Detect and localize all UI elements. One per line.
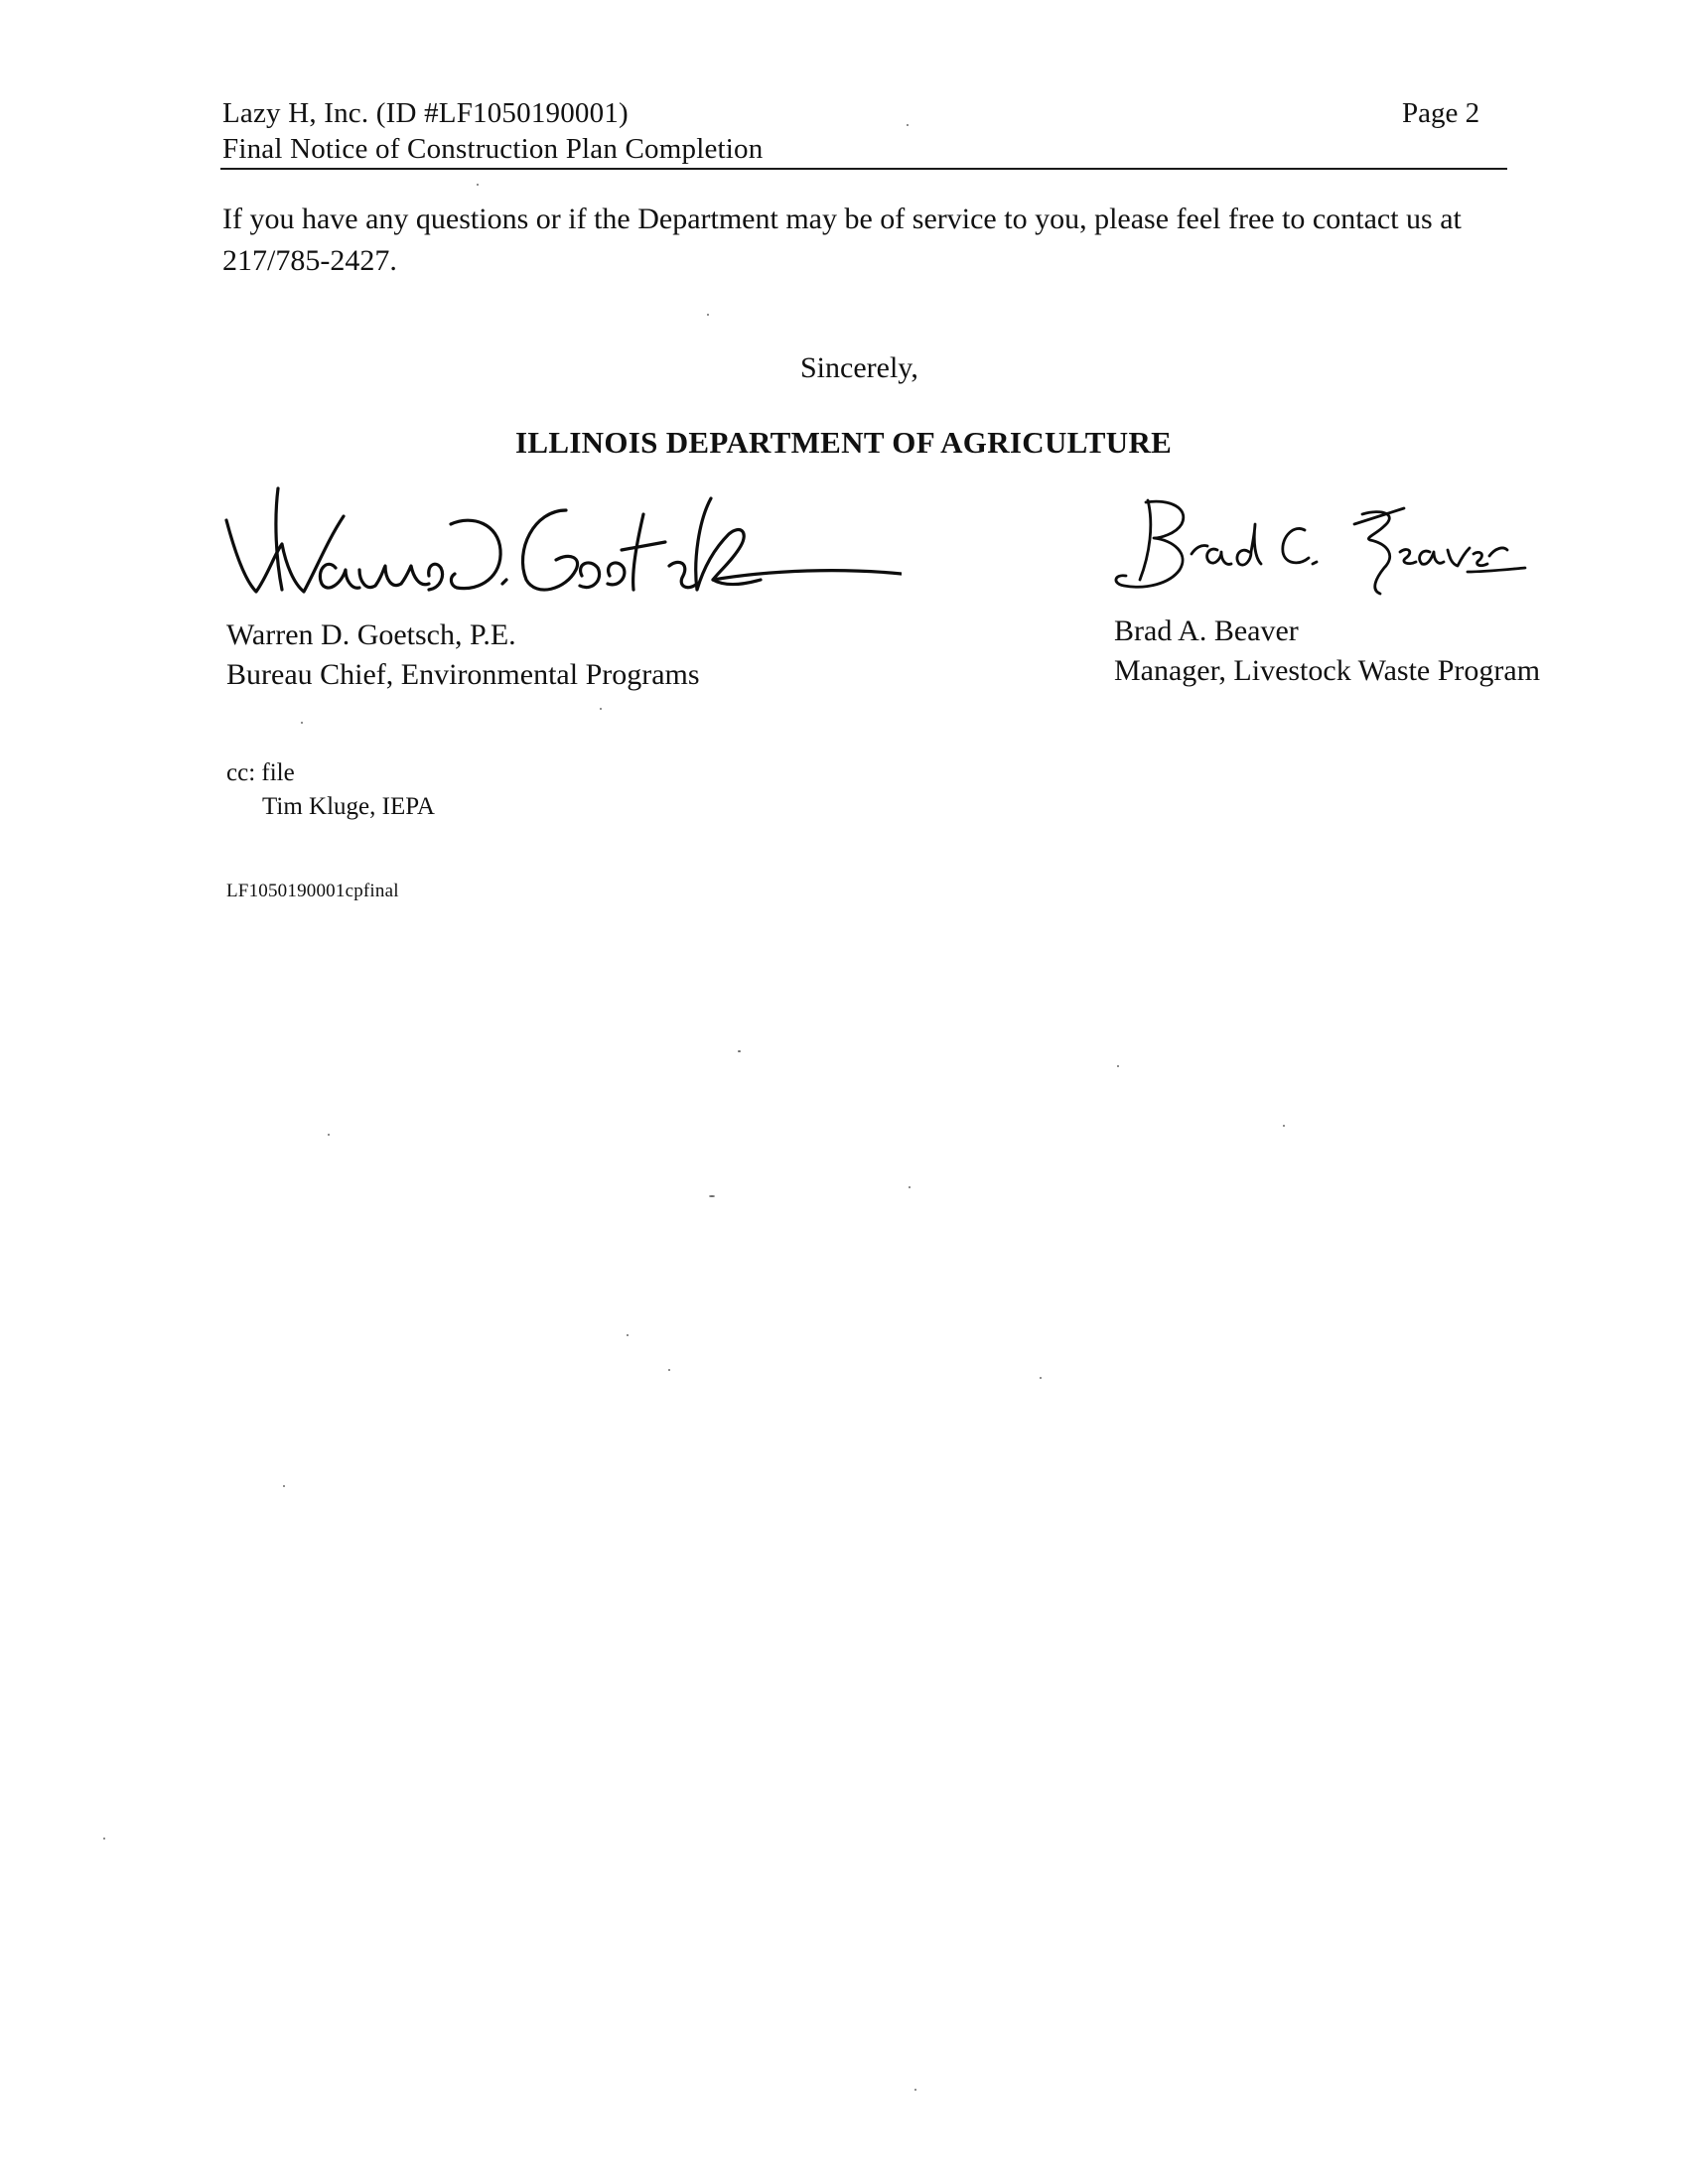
scan-speck [477,184,479,186]
signer-name: Brad A. Beaver [1114,614,1299,647]
signer-block-left [226,615,700,695]
body-paragraph: If you have any questions or if the Department may be of service to you, please feel free to contact us at 217/785-2427. [222,203,1462,277]
scan-speck [1040,1377,1042,1379]
header-subject-line: Final Notice of Construction Plan Completion [222,133,764,165]
organization-name: ILLINOIS DEPARTMENT OF AGRICULTURE [515,425,1173,460]
header-divider [220,168,1507,170]
signature-beaver [1110,494,1527,604]
scan-speck [600,708,602,710]
signer-block-right [1114,612,1540,691]
signer-name: Warren D. Goetsch, P.E. [226,618,516,651]
closing-salutation: Sincerely, [800,351,918,384]
scan-speck [283,1485,285,1487]
cc-label: cc: file [226,759,295,786]
page-header [222,95,763,167]
header-company-line: Lazy H, Inc. (ID #LF1050190001) [222,97,629,129]
file-reference: LF1050190001cpfinal [226,881,399,901]
scan-speck [709,1195,715,1197]
scan-speck [707,314,709,316]
scan-speck [627,1334,629,1336]
scan-speck [914,2089,916,2091]
scan-speck [909,1186,911,1188]
cc-list [226,756,435,824]
signer-title: Manager, Livestock Waste Program [1114,654,1541,687]
signature-goetsch [216,480,902,610]
scan-speck [328,1134,330,1136]
scan-speck [1283,1125,1285,1127]
signer-title: Bureau Chief, Environmental Programs [226,658,700,691]
scan-speck [738,1050,741,1052]
scan-speck [103,1838,105,1840]
cc-recipient: Tim Kluge, IEPA [262,793,435,820]
scan-speck [907,124,909,126]
scan-speck [668,1369,670,1371]
scan-speck [301,722,303,724]
scan-speck [1117,1065,1119,1067]
page-number: Page 2 [1402,97,1480,129]
